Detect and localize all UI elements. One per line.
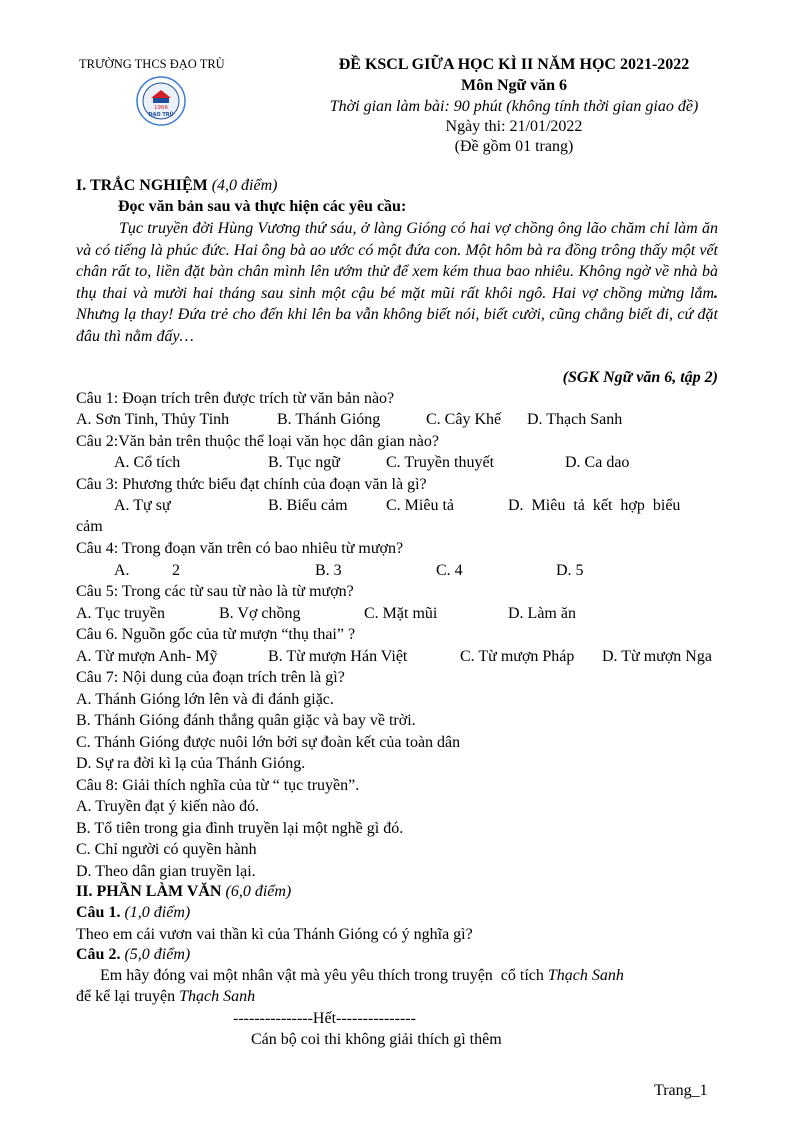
logo-year: 1966 — [154, 105, 168, 111]
q6-option-b: B. Từ mượn Hán Việt — [268, 648, 408, 665]
essay-q2-italic-b: Thạch Sanh — [179, 988, 256, 1005]
exam-time: Thời gian làm bài: 90 phút (không tính thời gian giao đề) — [329, 98, 699, 115]
question-5: Câu 5: Trong các từ sau từ nào là từ mượn? — [76, 583, 354, 600]
essay-q2-text-b: để kể lại truyện — [76, 988, 180, 1005]
essay-q2-label: Câu 2. — [76, 946, 121, 963]
part2-title: II. PHẦN LÀM VĂN — [76, 883, 222, 900]
q3-option-c: C. Miêu tả — [386, 497, 454, 514]
end-marker: ---------------Hết--------------- — [233, 1010, 416, 1027]
essay-q1-heading — [76, 904, 190, 922]
q1-option-a: A. Sơn Tinh, Thủy Tinh — [76, 411, 230, 428]
question-8: Câu 8: Giải thích nghĩa của từ “ tục truyền”. — [76, 777, 360, 794]
page-number: Trang_1 — [654, 1082, 708, 1099]
essay-q1-text: Theo em cái vươn vai thần kì của Thánh Gióng có ý nghĩa gì? — [76, 926, 473, 943]
question-7: Câu 7: Nội dung của đoạn trích trên là gì? — [76, 669, 345, 686]
exam-pages: (Đề gồm 01 trang) — [454, 138, 574, 155]
question-3: Câu 3: Phương thức biểu đạt chính của đoạn văn là gì? — [76, 476, 427, 493]
passage — [76, 218, 718, 347]
q5-option-b: B. Vợ chồng — [219, 605, 301, 622]
essay-q2-italic-a: Thạch Sanh — [547, 967, 624, 984]
proctor-note: Cán bộ coi thi không giải thích gì thêm — [251, 1031, 502, 1048]
passage-dot: . — [714, 284, 718, 302]
q6-option-a: A. Từ mượn Anh- Mỹ — [76, 648, 218, 665]
passage-text-a: Tục truyền đời Hùng Vương thứ sáu, ở làng Gióng có hai vợ chồng ông lão chăm chỉ làm ăn và có tiếng là phúc đức. Hai ông bà ao ước có một đứa con. Một hôm bà ra đồng trông thấy một vết chân rất to, liền đặt bàn chân mình lên ướm thử để xem kém thua bao nhiêu. Không ngờ về nhà bà thụ thai và mười hai tháng sau sinh một cậu bé mặt mũi rất khôi ngô. Hai vợ chồng mừng lắm — [76, 220, 718, 302]
essay-q1-points: (1,0 điểm) — [124, 904, 191, 921]
question-4: Câu 4: Trong đoạn văn trên có bao nhiêu từ mượn? — [76, 540, 404, 557]
school-logo — [136, 76, 186, 126]
essay-q2-points: (5,0 điểm) — [124, 946, 191, 963]
q5-option-d: D. Làm ăn — [508, 605, 576, 622]
q2-option-b: B. Tục ngữ — [268, 454, 340, 471]
q8-option-d: D. Theo dân gian truyền lại. — [76, 863, 256, 880]
q1-option-b: B. Thánh Gióng — [277, 411, 381, 428]
q4-option-b: B. 3 — [315, 562, 342, 579]
q3-option-d: D. Miêu tả kết hợp biểu — [508, 497, 681, 514]
school-name: TRƯỜNG THCS ĐẠO TRÙ — [79, 57, 225, 71]
q5-option-c: C. Mặt mũi — [364, 605, 438, 622]
passage-source: (SGK Ngữ văn 6, tập 2) — [562, 369, 718, 386]
q2-option-c: C. Truyền thuyết — [386, 454, 495, 471]
q7-option-b: B. Thánh Gióng đánh thắng quân giặc và bay về trời. — [76, 712, 416, 729]
q1-option-d: D. Thạch Sanh — [527, 411, 623, 428]
exam-title: ĐỀ KSCL GIỮA HỌC KÌ II NĂM HỌC 2021-2022 — [338, 56, 690, 73]
question-2: Câu 2:Văn bản trên thuộc thể loại văn học dân gian nào? — [76, 433, 439, 450]
question-1: Câu 1: Đoạn trích trên được trích từ văn bản nào? — [76, 390, 395, 407]
q1-option-c: C. Cây Khế — [426, 411, 502, 428]
passage-instruction: Đọc văn bản sau và thực hiện các yêu cầu: — [118, 198, 407, 215]
q8-option-c: C. Chỉ người có quyền hành — [76, 841, 257, 858]
q8-option-a: A. Truyền đạt ý kiến nào đó. — [76, 798, 260, 815]
q3-option-d-cont: cảm — [76, 518, 103, 535]
q5-option-a: A. Tục truyền — [76, 605, 166, 622]
part1-title: I. TRẮC NGHIỆM — [76, 177, 208, 194]
essay-q2-heading — [76, 946, 190, 964]
essay-q2-text-a: Em hãy đóng vai một nhân vật mà yêu yêu thích trong truyện cổ tích — [100, 967, 548, 984]
part2-heading — [76, 883, 291, 901]
exam-date: Ngày thi: 21/01/2022 — [445, 118, 583, 135]
exam-subject: Môn Ngữ văn 6 — [460, 77, 568, 94]
essay-q1-label: Câu 1. — [76, 904, 121, 921]
passage-text-b: Nhưng lạ thay! Đứa trẻ cho đến khi lên ba vẫn không biết nói, biết cười, cũng chẳng biết đi, cứ đặt đâu thì nằm đấy… — [76, 306, 718, 345]
q3-option-b: B. Biểu cảm — [268, 497, 348, 514]
q4-option-c: C. 4 — [436, 562, 463, 579]
q4-option-d: D. 5 — [556, 562, 584, 579]
q3-option-a: A. Tự sự — [114, 497, 171, 514]
q4-option-a-value: 2 — [172, 562, 180, 579]
essay-q2-line2 — [76, 988, 255, 1006]
q4-option-a: A. — [114, 562, 130, 579]
q7-option-c: C. Thánh Gióng được nuôi lớn bởi sự đoàn kết của toàn dân — [76, 734, 461, 751]
question-6: Câu 6. Nguồn gốc của từ mượn “thụ thai” ? — [76, 626, 356, 643]
part2-points: (6,0 điểm) — [225, 883, 292, 900]
q7-option-d: D. Sự ra đời kì lạ của Thánh Gióng. — [76, 755, 306, 772]
logo-name: ĐẠO TRÙ — [148, 112, 174, 118]
q8-option-b: B. Tổ tiên trong gia đình truyền lại một nghề gì đó. — [76, 820, 404, 837]
q2-option-a: A. Cổ tích — [114, 454, 181, 471]
q6-option-d: D. Từ mượn Nga — [602, 648, 712, 665]
part1-heading — [76, 177, 277, 195]
q6-option-c: C. Từ mượn Pháp — [460, 648, 575, 665]
q7-option-a: A. Thánh Gióng lớn lên và đi đánh giặc. — [76, 691, 334, 708]
essay-q2-line1 — [100, 967, 624, 985]
part1-points: (4,0 điểm) — [211, 177, 278, 194]
q2-option-d: D. Ca dao — [565, 454, 630, 471]
